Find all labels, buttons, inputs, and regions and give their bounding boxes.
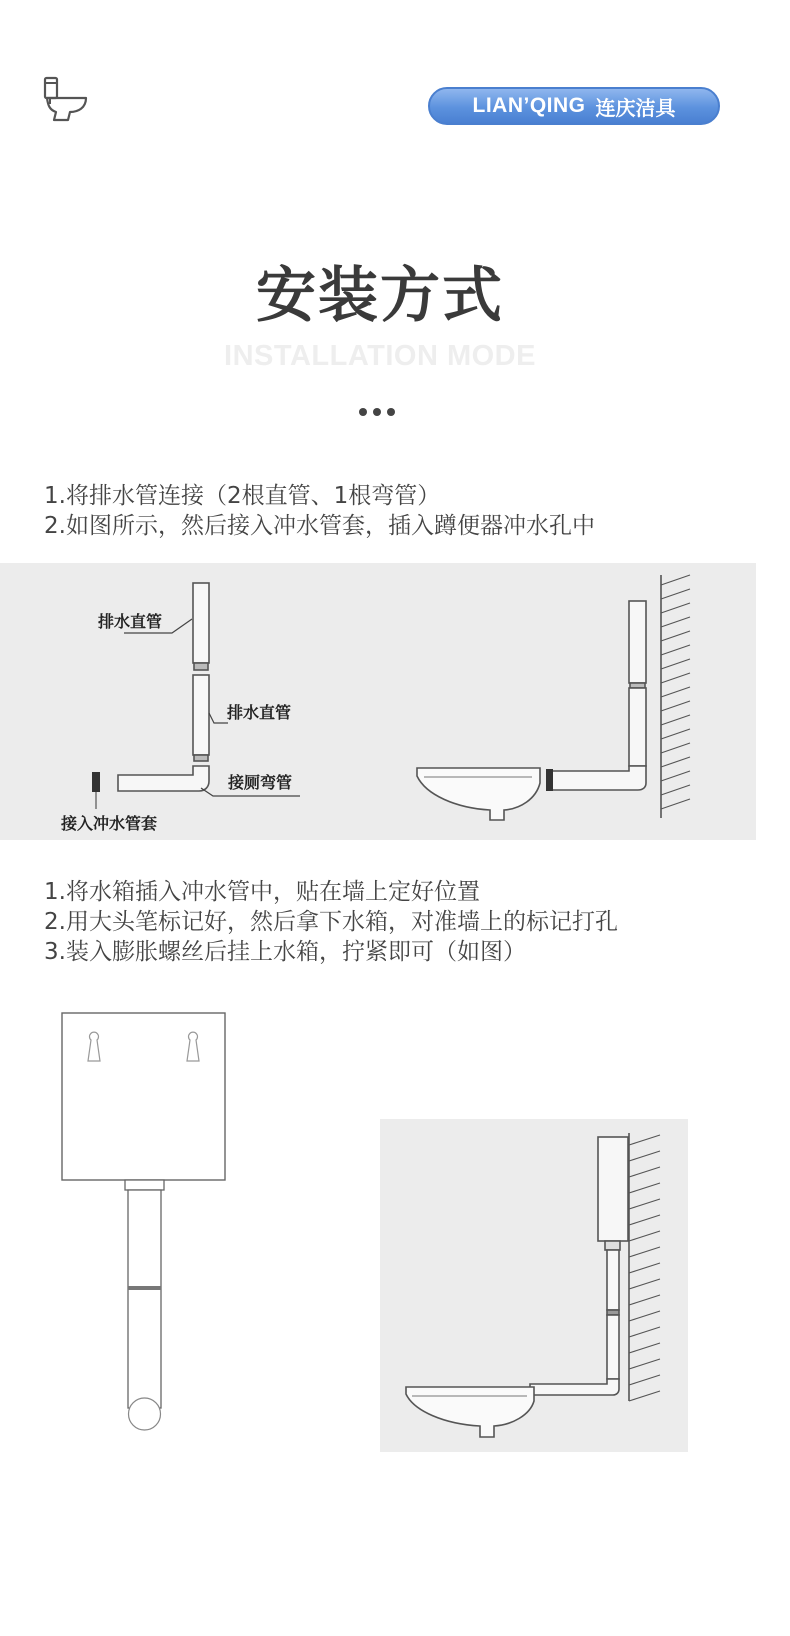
pipe-assembly-diagram	[0, 563, 756, 840]
mounted-drawing	[380, 1119, 688, 1452]
page-title: 安装方式	[256, 261, 504, 331]
label-elbow-pipe: 接厕弯管	[228, 773, 293, 792]
step-text: 2.如图所示，然后接入冲水管套，插入蹲便器冲水孔中	[44, 513, 595, 539]
pipe-diagram-drawing	[0, 563, 756, 840]
toilet-icon	[42, 76, 90, 124]
ellipsis-divider	[359, 408, 399, 418]
page-subtitle: INSTALLATION MODE	[224, 340, 536, 372]
install-steps-1	[44, 481, 595, 541]
step-text: 3.装入膨胀螺丝后挂上水箱，拧紧即可（如图）	[44, 939, 526, 965]
label-flush-sleeve: 接入冲水管套	[61, 814, 158, 833]
install-steps-2	[44, 877, 618, 967]
brand-name-cn: 连庆洁具	[595, 95, 676, 120]
water-tank-drawing	[55, 1005, 235, 1435]
mounted-tank-diagram	[380, 1119, 688, 1452]
brand-badge	[428, 87, 720, 125]
wall-hatch-icon	[661, 575, 690, 809]
step-text: 2.用大头笔标记好，然后拿下水箱，对准墙上的标记打孔	[44, 909, 618, 935]
step-text: 1.将水箱插入冲水管中，贴在墙上定好位置	[44, 879, 480, 905]
step-text: 1.将排水管连接（2根直管、1根弯管）	[44, 483, 441, 509]
label-straight-pipe-1: 排水直管	[98, 612, 163, 631]
brand-name-en: LIAN’QING	[472, 94, 586, 117]
label-straight-pipe-2: 排水直管	[227, 703, 292, 722]
